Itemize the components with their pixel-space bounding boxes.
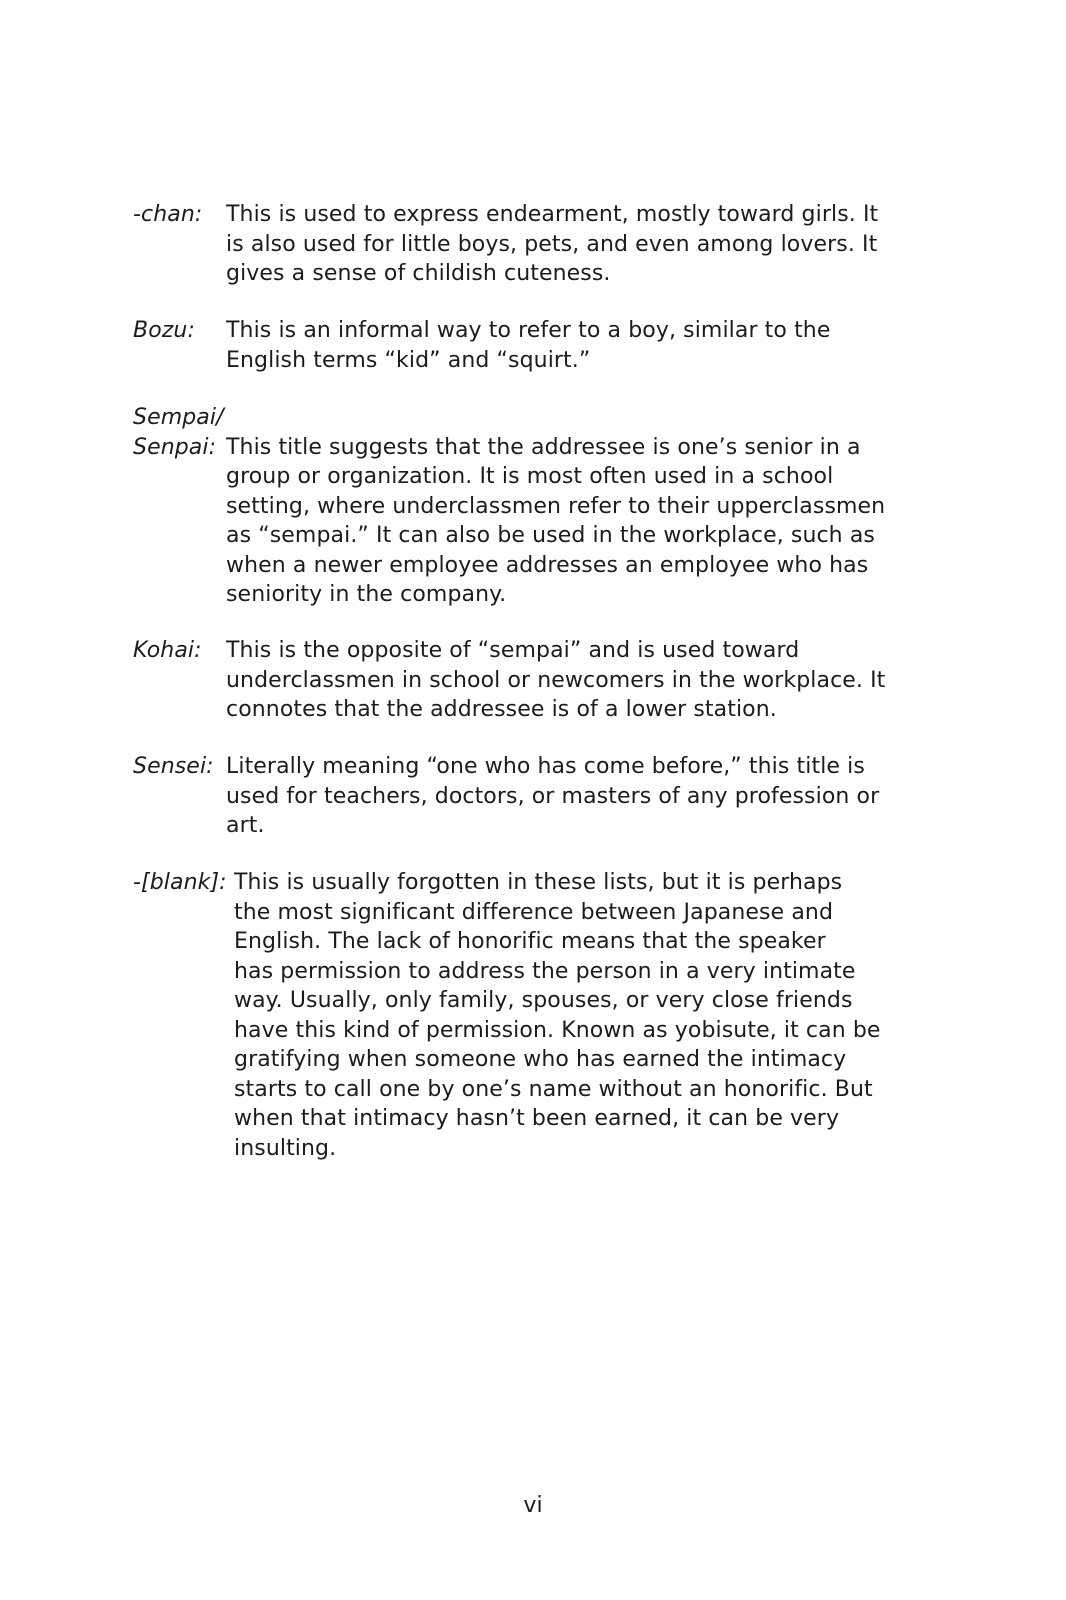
term-line: -[blank]: xyxy=(133,870,227,895)
definition-line: has permission to address the person in a very intimate xyxy=(234,958,856,984)
glossary-term xyxy=(133,316,195,346)
definition-line: as “sempai.” It can also be used in the workplace, such as xyxy=(226,523,875,548)
definition-line: group or organization. It is most often used in a school xyxy=(226,464,834,489)
glossary-definition xyxy=(226,752,879,841)
definition-line: the most significant difference between Japanese and xyxy=(234,899,834,925)
definition-line: art. xyxy=(226,813,265,838)
definition-line: This is the opposite of “sempai” and is used toward xyxy=(226,638,800,663)
definition-line: This is usually forgotten in these lists, but it is perhaps xyxy=(234,870,843,895)
glossary-term xyxy=(133,403,224,462)
definition-line: starts to call one by one’s name without an honorific. But xyxy=(234,1076,873,1102)
term-line: Kohai: xyxy=(133,638,202,663)
definition-line: English terms “kid” and “squirt.” xyxy=(226,347,591,373)
term-line: Sensei: xyxy=(133,754,214,779)
page-number: vi xyxy=(523,1493,543,1518)
glossary-term xyxy=(133,636,202,666)
term-line: Sempai/ xyxy=(133,405,224,430)
glossary-definition xyxy=(226,636,885,725)
definition-line: when a newer employee addresses an employee who has xyxy=(226,552,869,578)
glossary-term xyxy=(133,200,202,230)
definition-line: This is an informal way to refer to a boy, similar to the xyxy=(226,318,831,343)
definition-line: gives a sense of childish cuteness. xyxy=(226,261,611,286)
glossary-definition xyxy=(226,200,878,289)
definition-line: This is used to express endearment, mostly toward girls. It xyxy=(226,202,879,227)
definition-line: insulting. xyxy=(234,1135,337,1161)
glossary-definition xyxy=(226,316,830,375)
definition-line: underclassmen in school or newcomers in the workplace. It xyxy=(226,667,886,693)
definition-line: connotes that the addressee is of a lower station. xyxy=(226,697,777,722)
term-line: Bozu: xyxy=(133,318,195,343)
definition-line: way. Usually, only family, spouses, or very close friends xyxy=(234,988,853,1013)
definition-line: gratifying when someone who has earned the intimacy xyxy=(234,1047,847,1072)
definition-line: is also used for little boys, pets, and even among lovers. It xyxy=(226,231,878,257)
term-line: -chan: xyxy=(133,202,203,227)
definition-line: setting, where underclassmen refer to their upperclassmen xyxy=(226,493,886,519)
definition-line: Literally meaning “one who has come before,” this title is xyxy=(226,754,865,779)
glossary-definition xyxy=(226,433,885,610)
glossary-term xyxy=(133,752,214,782)
definition-line: seniority in the company. xyxy=(226,582,507,607)
definition-line: have this kind of permission. Known as yobisute, it can be xyxy=(234,1017,881,1043)
definition-line: used for teachers, doctors, or masters of any profession or xyxy=(226,783,880,809)
definition-line: English. The lack of honorific means that the speaker xyxy=(234,929,826,954)
glossary-definition xyxy=(234,868,881,1163)
term-line: Senpai: xyxy=(133,434,217,460)
definition-line: when that intimacy hasn’t been earned, it can be very xyxy=(234,1106,840,1131)
definition-line: This title suggests that the addressee is one’s senior in a xyxy=(226,434,861,460)
glossary-term xyxy=(133,868,227,898)
